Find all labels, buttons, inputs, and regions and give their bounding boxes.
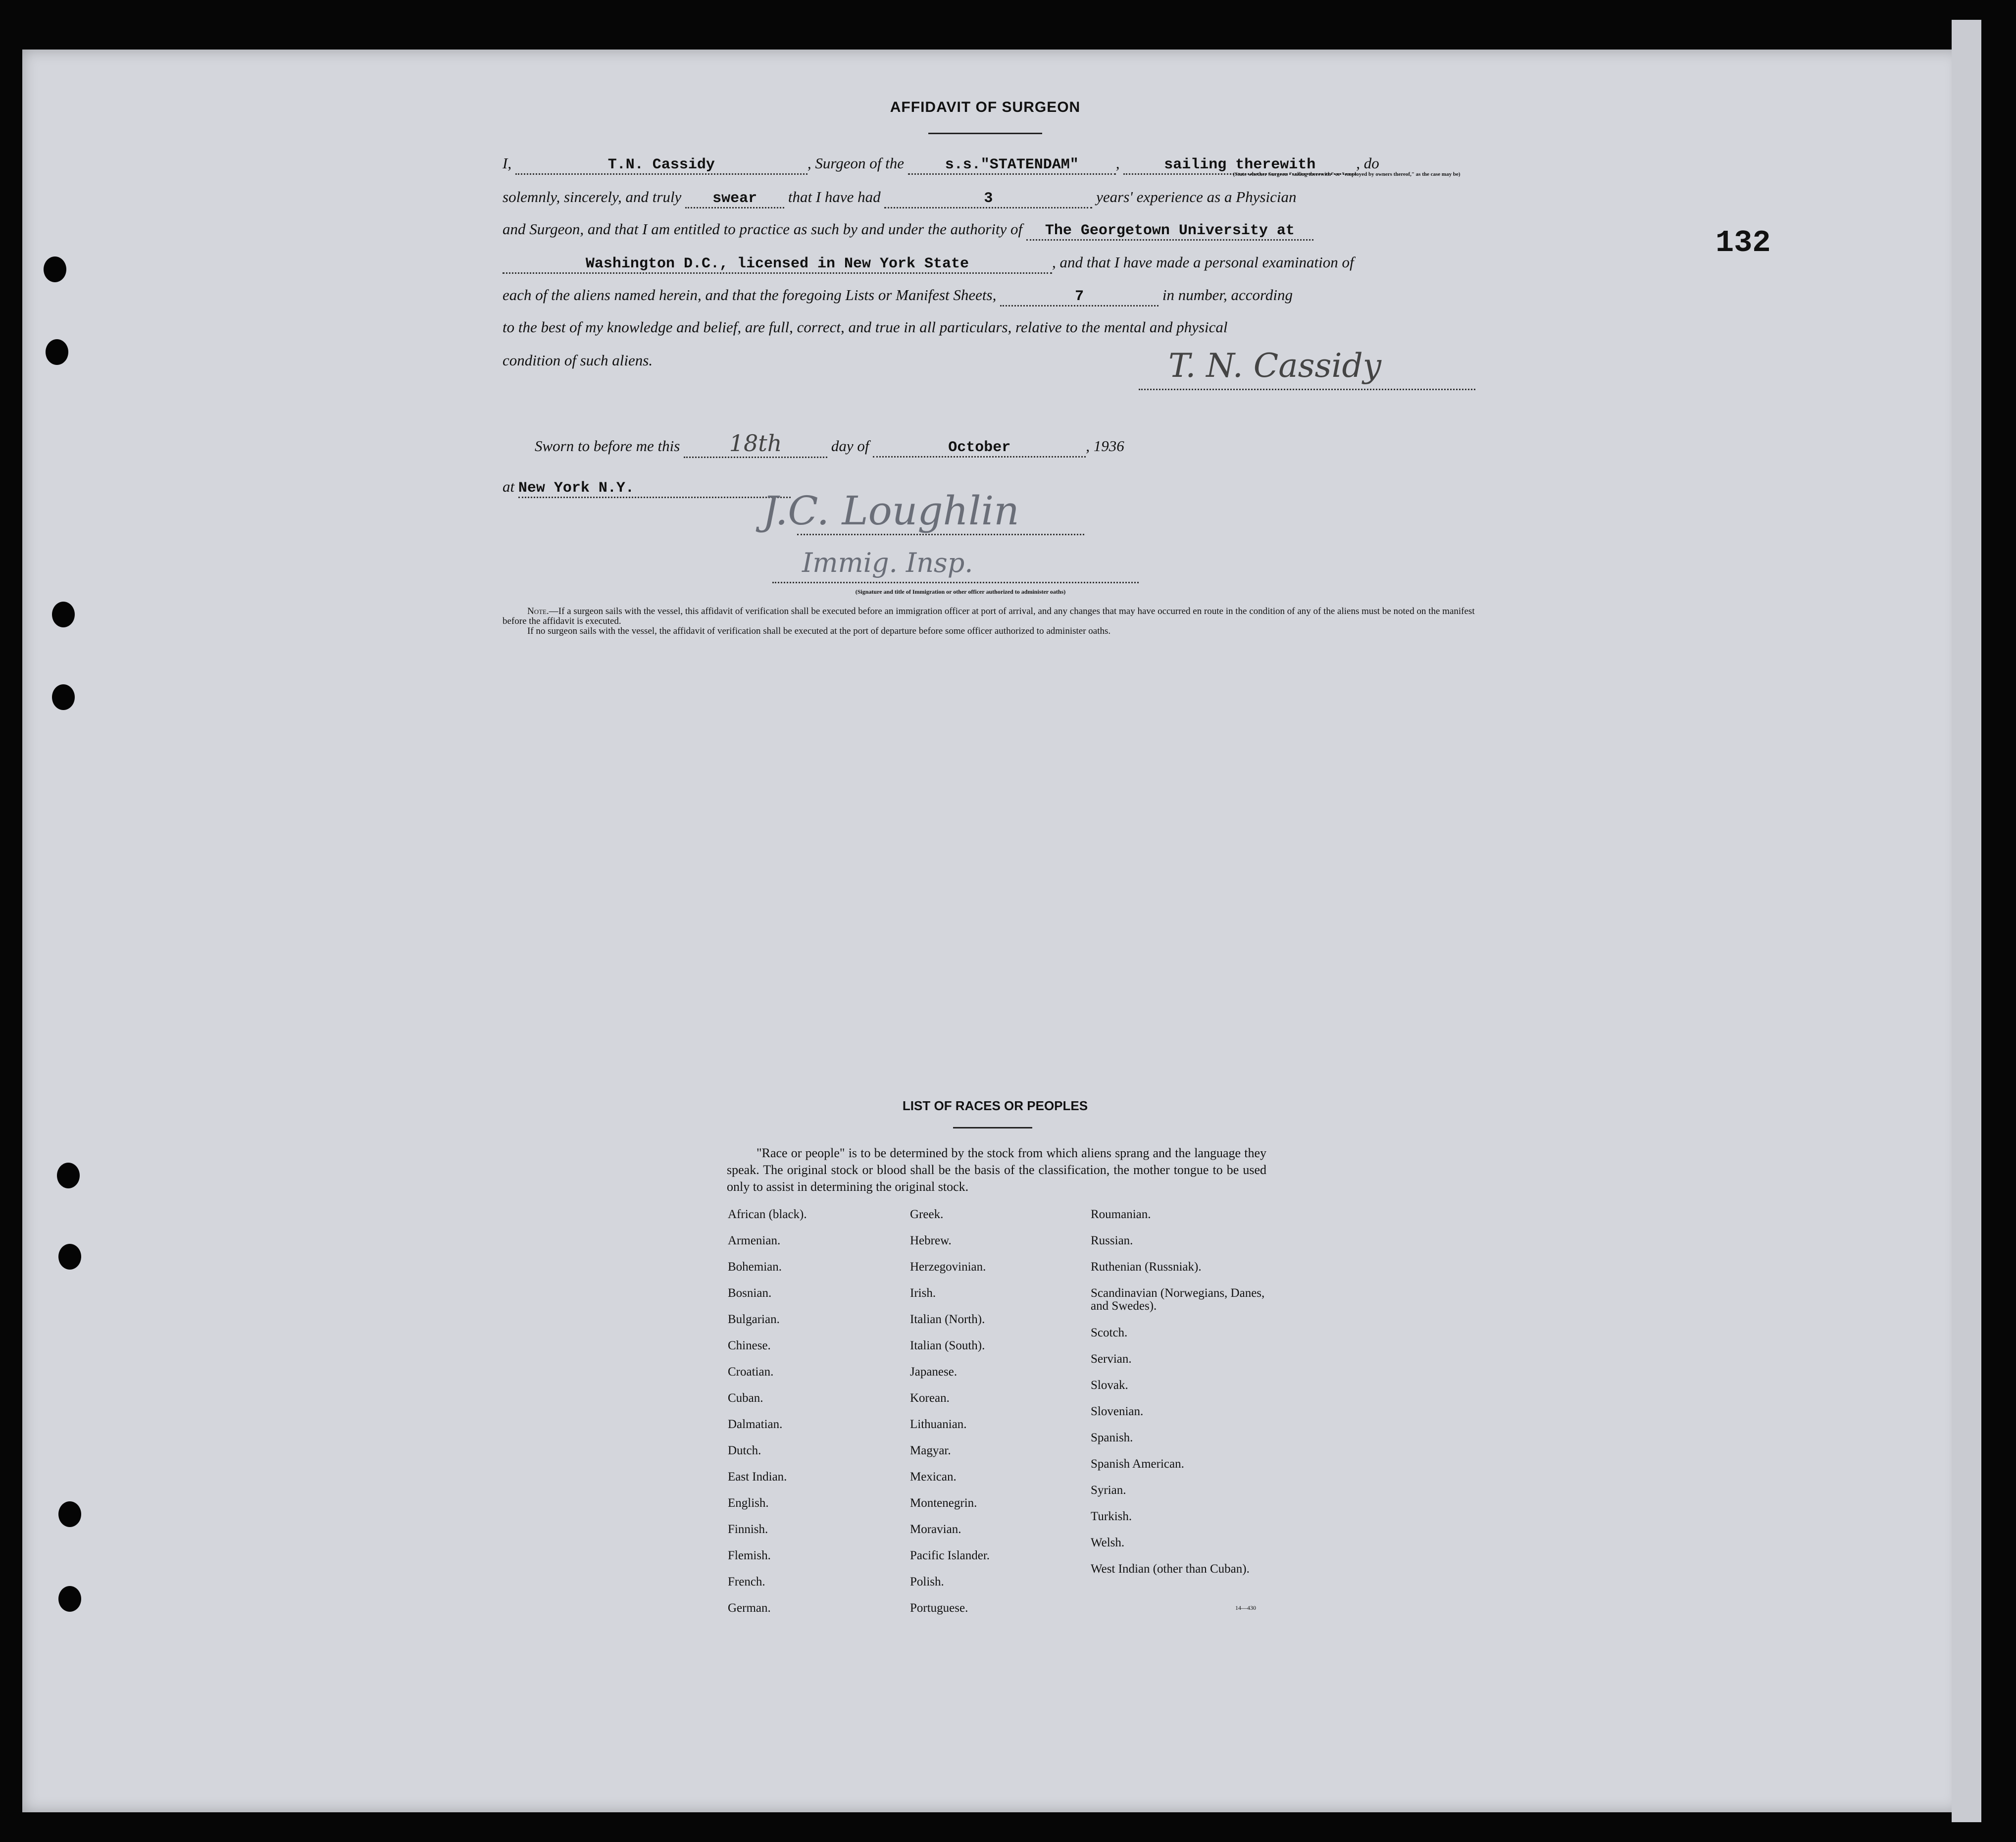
race-item: Bulgarian.	[728, 1313, 780, 1326]
race-item: English.	[728, 1496, 769, 1510]
race-item: Moravian.	[910, 1523, 961, 1536]
place-line: at New York N.Y.	[503, 478, 791, 498]
race-item: Korean.	[910, 1391, 950, 1405]
race-item: East Indian.	[728, 1470, 787, 1484]
race-item: Flemish.	[728, 1549, 771, 1562]
affidavit-line-2: solemnly, sincerely, and truly swear that I have had 3 years' experience as a Physician	[503, 188, 1296, 208]
race-item: Dalmatian.	[728, 1418, 783, 1431]
affidavit-line-1: I, T.N. Cassidy , Surgeon of the s.s."STATENDAM" , sailing therewith , do	[503, 154, 1379, 175]
race-item: Spanish American.	[1091, 1457, 1184, 1471]
punch-hole	[52, 602, 75, 627]
authority-field-2: Washington D.C., licensed in New York State	[503, 256, 1052, 274]
affidavit-line-7: condition of such aliens.	[503, 352, 653, 369]
race-item: Russian.	[1091, 1234, 1133, 1247]
races-title: LIST OF RACES OR PEOPLES	[902, 1098, 1088, 1113]
race-item: Croatian.	[728, 1365, 774, 1379]
race-item: Magyar.	[910, 1444, 951, 1457]
races-column-1	[728, 1208, 886, 1628]
races-intro: "Race or people" is to be determined by the stock from which aliens sprang and the language they speak. The original stock or blood shall be the basis of the classification, the mother tongue to be used only to assist in determining the original stock.	[727, 1146, 1266, 1194]
race-item: Armenian.	[728, 1234, 781, 1247]
race-item: German.	[728, 1601, 771, 1615]
vessel-field: s.s."STATENDAM"	[908, 156, 1116, 175]
race-item: Finnish.	[728, 1523, 768, 1536]
races-column-2	[910, 1208, 1078, 1628]
race-item: Scandinavian (Norwegians, Danes, and Swedes).	[1091, 1286, 1265, 1313]
race-item: Italian (South).	[910, 1339, 985, 1352]
race-item: French.	[728, 1575, 765, 1588]
race-item: Irish.	[910, 1286, 936, 1300]
race-item: Chinese.	[728, 1339, 771, 1352]
race-item: Mexican.	[910, 1470, 957, 1484]
race-item: Servian.	[1091, 1352, 1132, 1366]
race-item: African (black).	[728, 1208, 807, 1221]
officer-title: Immig. Insp.	[802, 547, 973, 578]
affidavit-line-6: to the best of my knowledge and belief, are full, correct, and true in all particulars, relative to the mental and physical	[503, 318, 1228, 336]
years-field: 3	[884, 190, 1092, 208]
race-item: Ruthenian (Russniak).	[1091, 1260, 1202, 1274]
punch-hole	[57, 1163, 80, 1188]
affidavit-line-4: Washington D.C., licensed in New York State , and that I have made a personal examination of	[503, 254, 1354, 274]
race-item: Cuban.	[728, 1391, 763, 1405]
race-item: Bohemian.	[728, 1260, 782, 1274]
place-field: New York N.Y.	[518, 480, 791, 498]
punch-hole	[58, 1586, 81, 1612]
race-item: Scotch.	[1091, 1326, 1128, 1339]
officer-title-line	[772, 582, 1139, 583]
sworn-day-field: 18th	[684, 430, 827, 458]
officer-signature: J.C. Loughlin	[762, 488, 1019, 534]
affidavit-line-5: each of the aliens named herein, and that the foregoing Lists or Manifest Sheets, 7 in number, according	[503, 286, 1293, 307]
affidavit-note: Note.—If a surgeon sails with the vessel, this affidavit of verification shall be executed before an immigration officer at port of arrival, and any changes that may have occurred en route in the condition of any of the aliens must be noted on the manifest before the affidavit is executed. If no surgeon sails with the vessel, the affidavit of verification shall be executed at the port of departure before some officer authorized to administer oaths.	[503, 606, 1475, 636]
sailing-field: sailing therewith	[1123, 156, 1356, 175]
race-item: Roumanian.	[1091, 1208, 1151, 1221]
authority-field-1: The Georgetown University at	[1026, 222, 1313, 241]
affidavit-line-3: and Surgeon, and that I am entitled to practice as such by and under the authority of The Georgetown University at	[503, 220, 1313, 241]
race-item: Dutch.	[728, 1444, 761, 1457]
oath-field: swear	[685, 190, 784, 208]
race-item: Lithuanian.	[910, 1418, 967, 1431]
race-item: Slovenian.	[1091, 1405, 1144, 1418]
race-item: Portuguese.	[910, 1601, 968, 1615]
sworn-month-field: October	[873, 439, 1086, 458]
race-item: Turkish.	[1091, 1510, 1132, 1523]
race-item: Pacific Islander.	[910, 1549, 990, 1562]
races-title-rule	[953, 1127, 1032, 1128]
signature-caption: (Signature and title of Immigration or other officer authorized to administer oaths)	[855, 588, 1066, 595]
form-code: 14—430	[1235, 1604, 1256, 1611]
race-item: Japanese.	[910, 1365, 958, 1379]
race-item: Polish.	[910, 1575, 944, 1588]
race-item: Slovak.	[1091, 1379, 1128, 1392]
sworn-line: Sworn to before me this 18th day of October , 1936	[535, 430, 1124, 458]
sheets-field: 7	[1000, 288, 1159, 307]
surgeon-signature: T. N. Cassidy	[1168, 347, 1381, 385]
officer-signature-line	[797, 534, 1084, 535]
race-item: West Indian (other than Cuban).	[1091, 1562, 1250, 1576]
page-number: 132	[1715, 225, 1771, 260]
title-rule	[928, 133, 1042, 134]
surgeon-signature-line	[1139, 389, 1475, 390]
race-item: Bosnian.	[728, 1286, 772, 1300]
race-item: Greek.	[910, 1208, 944, 1221]
race-item: Syrian.	[1091, 1484, 1126, 1497]
punch-hole	[46, 339, 68, 365]
surgeon-name-field: T.N. Cassidy	[515, 156, 807, 175]
affidavit-title: AFFIDAVIT OF SURGEON	[890, 99, 1081, 115]
race-item: Welsh.	[1091, 1536, 1125, 1549]
race-item: Herzegovinian.	[910, 1260, 986, 1274]
race-item: Spanish.	[1091, 1431, 1133, 1444]
race-item: Montenegrin.	[910, 1496, 977, 1510]
race-item: Hebrew.	[910, 1234, 952, 1247]
punch-hole	[58, 1501, 81, 1527]
sailing-note: (State whether Surgeon "sailing therewith" or "employed by owners thereof," as the case may be)	[1233, 171, 1461, 177]
page-edge	[1952, 20, 1981, 1822]
race-item: Italian (North).	[910, 1313, 985, 1326]
punch-hole	[58, 1244, 81, 1270]
punch-hole	[52, 684, 75, 710]
punch-hole	[44, 256, 66, 282]
races-column-3	[1091, 1208, 1279, 1589]
